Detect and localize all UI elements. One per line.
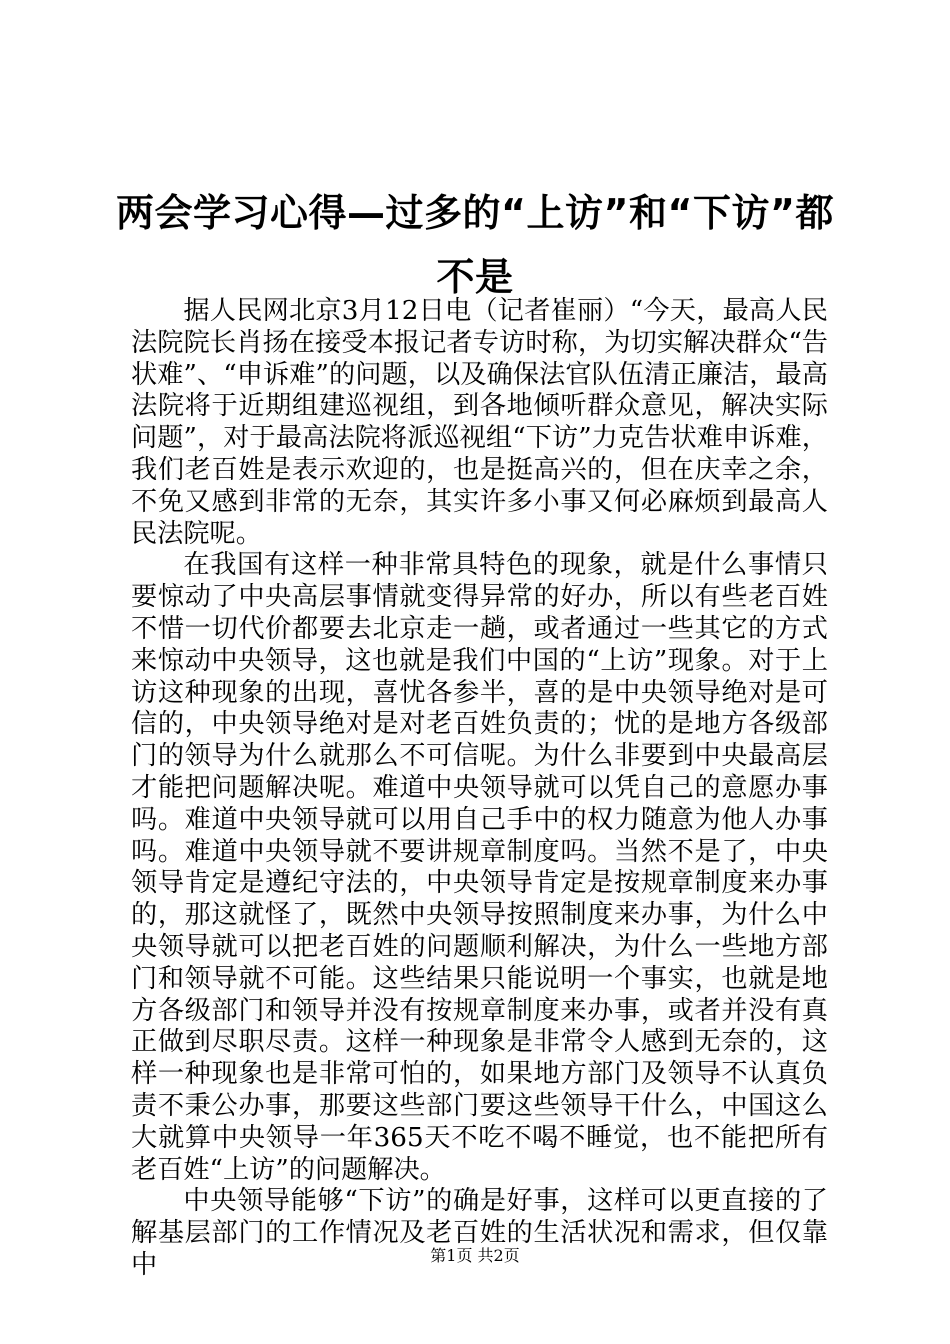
page-indicator: 第1页 共2页 [430,1246,520,1265]
paragraph-3: 中央领导能够“下访”的确是好事，这样可以更直接的了解基层部门的工作情况及老百姓的生活状况和需求，但仅靠中 [131,1186,828,1280]
paragraph-1: 据人民网北京3月12日电（记者崔丽）“今天，最高人民法院院长肖扬在接受本报记者专访时称，为切实解决群众“告状难”、“申诉难”的问题，以及确保法官队伍清正廉洁，最高法院将于近期组建巡视组，到各地倾听群众意见，解决实际问题”，对于最高法院将派巡视组“下访”力克告状难申诉难，我们老百姓是表示欢迎的，也是挺高兴的，但在庆幸之余，不免又感到非常的无奈，其实许多小事又何必麻烦到最高人民法院呢。 [131,296,828,549]
document-title: 两会学习心得—过多的“上访”和“下访”都不是 [116,191,834,299]
document-body [131,296,828,1282]
page-footer [0,1246,950,1266]
paragraph-2: 在我国有这样一种非常具特色的现象，就是什么事情只要惊动了中央高层事情就变得异常的好办，所以有些老百姓不惜一切代价都要去北京走一趟，或者通过一些其它的方式来惊动中央领导，这也就是我们中国的“上访”现象。对于上访这种现象的出现，喜忧各参半，喜的是中央领导绝对是可信的，中央领导绝对是对老百姓负责的；忧的是地方各级部门的领导为什么就那么不可信呢。为什么非要到中央最高层才能把问题解决呢。难道中央领导就可以凭自己的意愿办事吗。难道中央领导就可以用自己手中的权力随意为他人办事吗。难道中央领导就不要讲规章制度吗。当然不是了，中央领导肯定是遵纪守法的，中央领导肯定是按规章制度来办事的，那这就怪了，既然中央领导按照制度来办事，为什么中央领导就可以把老百姓的问题顺利解决，为什么一些地方部门和领导就不可能。这些结果只能说明一个事实，也就是地方各级部门和领导并没有按规章制度来办事，或者并没有真正做到尽职尽责。这样一种现象是非常令人感到无奈的，这样一种现象也是非常可怕的，如果地方部门及领导不认真负责不秉公办事，那要这些部门要这些领导干什么，中国这么大就算中央领导一年365天不吃不喝不睡觉，也不能把所有老百姓“上访”的问题解决。 [131,550,828,1185]
